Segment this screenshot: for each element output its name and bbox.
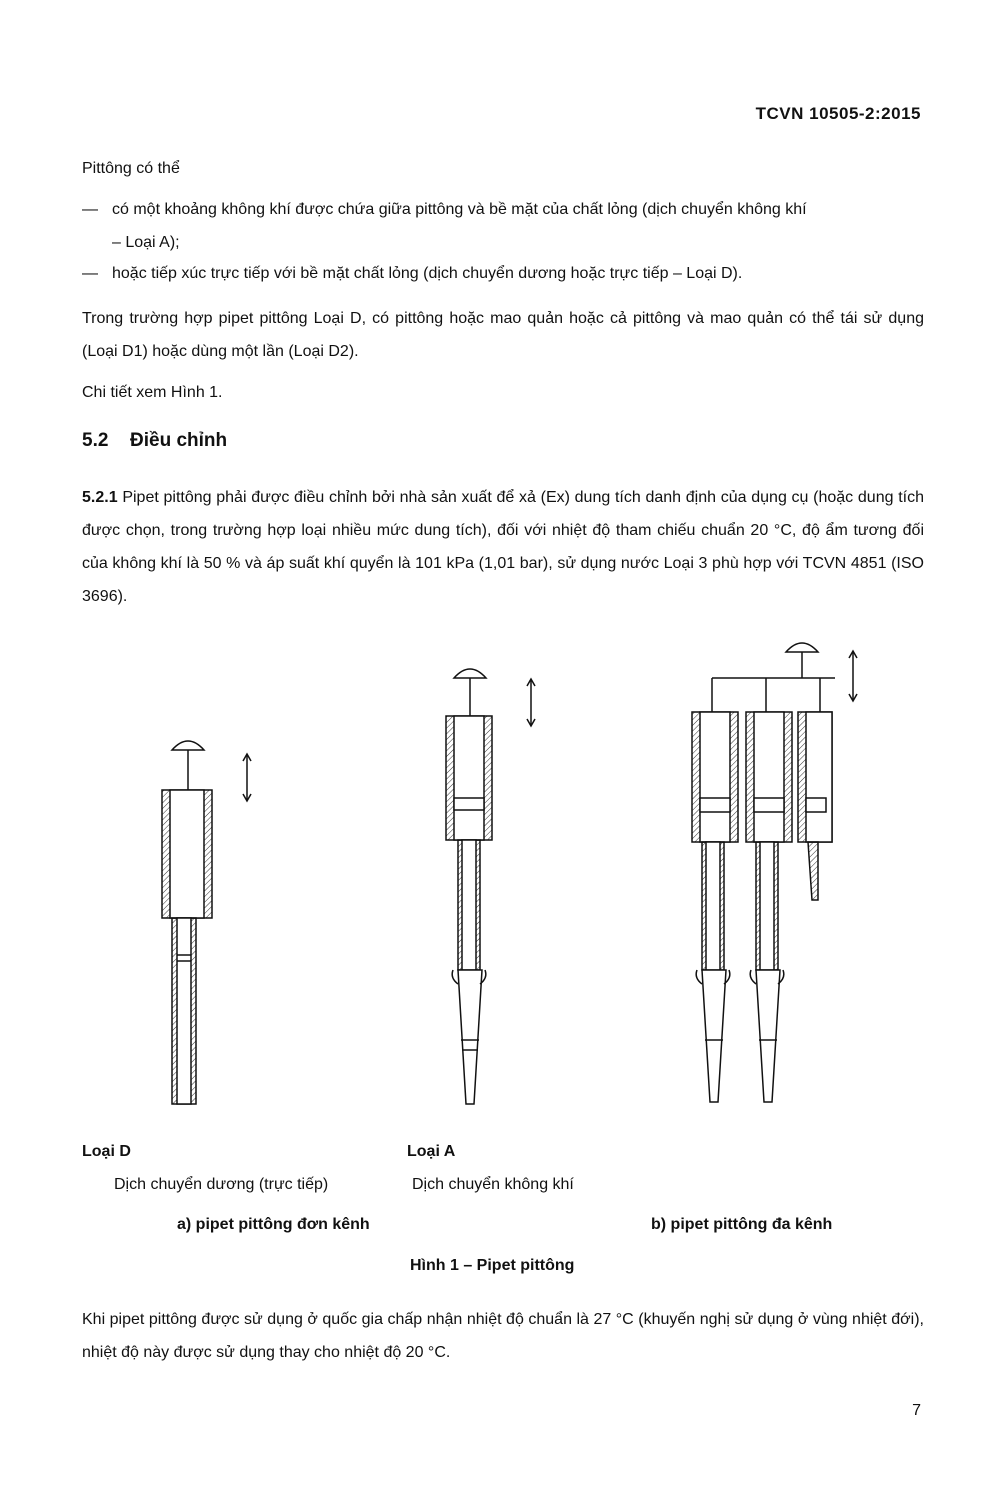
intro-text: Pittông có thể <box>82 160 180 177</box>
dash-marker: — <box>82 201 98 218</box>
subcaption-a: a) pipet pittông đơn kênh <box>177 1216 370 1233</box>
standard-number: TCVN 10505-2:2015 <box>755 104 921 123</box>
bullet-positive-displacement <box>82 257 924 290</box>
pipette-type-d <box>162 741 251 1104</box>
page-number: 7 <box>912 1402 921 1419</box>
figure-pipettes <box>0 620 993 1120</box>
clause-5-2-1 <box>82 481 924 613</box>
type-a-desc: Dịch chuyển không khí <box>412 1176 574 1193</box>
bullet-air-displacement <box>82 193 924 259</box>
figure-caption: Hình 1 – Pipet pittông <box>410 1257 575 1274</box>
dash-marker: — <box>82 265 98 282</box>
section-heading <box>82 430 227 452</box>
closing-paragraph: Khi pipet pittông được sử dụng ở quốc gia chấp nhận nhiệt độ chuẩn là 27 °C (khuyến nghị sử dụng ở vùng nhiệt đới), nhiệt độ này được sử dụng thay cho nhiệt độ 20 °C. <box>82 1311 924 1361</box>
section-number: 5.2 <box>82 430 109 451</box>
see-figure-text: Chi tiết xem Hình 1. <box>82 384 223 401</box>
pipette-multichannel <box>692 643 857 1102</box>
type-d-desc: Dịch chuyển dương (trực tiếp) <box>114 1176 329 1193</box>
subcaption-b: b) pipet pittông đa kênh <box>651 1216 833 1233</box>
clause-text: Pipet pittông phải được điều chỉnh bởi nhà sản xuất để xả (Ex) dung tích danh định của dụng cụ (hoặc dung tích được chọn, trong trường hợp loại nhiều mức dung tích), đối với nhiệt độ tham chiếu chuẩn 20 °C, độ ẩm tương đối của không khí là 50 % và áp suất khí quyển là 101 kPa (1,01 bar), sử dụng nước Loại 3 phù hợp với TCVN 4851 (ISO 3696). <box>82 489 924 605</box>
bullet-text-line2: – Loại A); <box>112 234 180 251</box>
paragraph-type-d: Trong trường hợp pipet pittông Loại D, có pittông hoặc mao quản hoặc cả pittông và mao quản có thể tái sử dụng (Loại D1) hoặc dùng một lần (Loại D2). <box>82 310 924 360</box>
type-d-label: Loại D <box>82 1143 131 1160</box>
clause-number: 5.2.1 <box>82 489 118 506</box>
section-title: Điều chỉnh <box>130 430 228 451</box>
bullet-text-line1: có một khoảng không khí được chứa giữa pittông và bề mặt của chất lỏng (dịch chuyển không khí <box>112 201 807 218</box>
bullet-text: hoặc tiếp xúc trực tiếp với bề mặt chất lỏng (dịch chuyển dương hoặc trực tiếp – Loại D). <box>112 265 743 282</box>
pipette-type-a <box>446 669 535 1104</box>
type-a-label: Loại A <box>407 1143 456 1160</box>
